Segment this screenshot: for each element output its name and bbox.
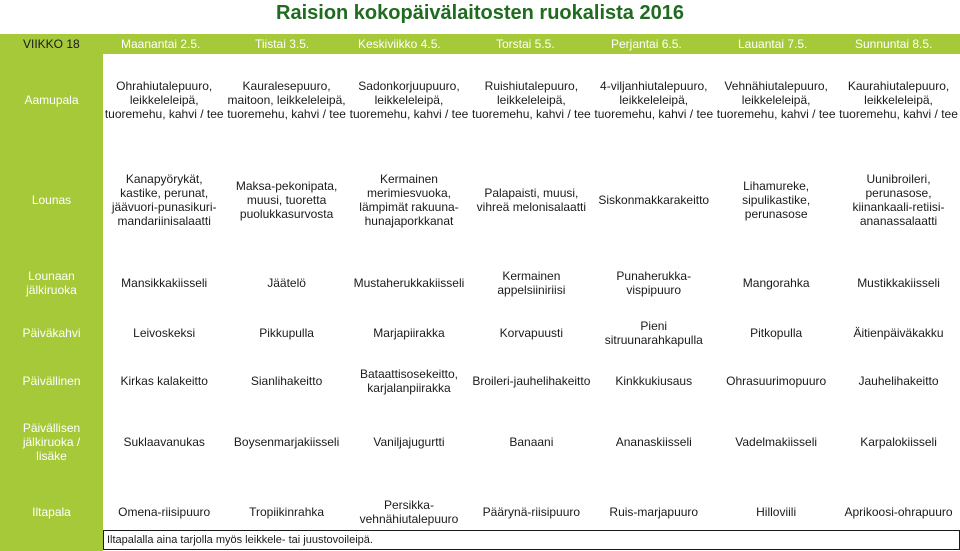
day-monday: Maanantai 2.5.	[121, 37, 201, 51]
menu-cell-dinner-day4: Broileri-jauhelihakeitto	[472, 374, 591, 388]
menu-cell-afternoon-coffee-day4: Korvapuusti	[499, 326, 564, 340]
menu-cell-evening-snack-day1: Omena-riisipuuro	[118, 505, 211, 519]
row-spacer-label	[0, 470, 103, 482]
row-label-breakfast: Aamupala	[0, 64, 103, 136]
footer-note: Iltapalalla aina tarjolla myös leikkele- tai juustovoileipä.	[103, 530, 960, 550]
menu-table	[0, 54, 960, 542]
row-label-lunch-dessert: Lounaan jälkiruoka	[0, 262, 103, 304]
menu-cell-breakfast-day6: Vehnähiutalepuuro, leikkeleleipä, tuoremehu, kahvi / tee	[716, 79, 836, 121]
menu-cell-lunch-day3: Kermainen merimiesvuoka, lämpimät rakuuna- hunajaporkkanat	[359, 172, 459, 228]
row-spacer-label	[0, 54, 103, 64]
page-title: Raision kokopäivälaitosten ruokalista 2016	[276, 2, 684, 24]
menu-cell-dinner-day2: Sianlihakeitto	[250, 374, 323, 388]
menu-cell-lunch-day6: Lihamureke, sipulikastike, perunasose	[742, 179, 811, 221]
menu-cell-lunch-dessert-day4: Kermainen appelsiiniriisi	[497, 269, 566, 297]
menu-cell-afternoon-coffee-day1: Leivoskeksi	[133, 326, 196, 340]
menu-cell-dinner-day3: Bataattisosekeitto, karjalanpiirakka	[359, 367, 458, 395]
day-tuesday: Tiistai 3.5.	[255, 37, 310, 51]
menu-cell-evening-snack-day3: Persikka- vehnähiutalepuuro	[359, 498, 459, 526]
menu-cell-afternoon-coffee-day7: Äitienpäiväkakku	[853, 326, 944, 340]
row-label-dinner: Päivällinen	[0, 360, 103, 402]
row-spacer	[0, 304, 960, 318]
menu-cell-dinner-dessert-day1: Suklaavanukas	[123, 435, 205, 449]
menu-cell-lunch-dessert-day1: Mansikkakiisseli	[121, 276, 208, 290]
menu-cell-dinner-day5: Kinkkukiusaus	[615, 374, 693, 388]
day-sunday: Sunnuntai 8.5.	[855, 37, 933, 51]
menu-cell-afternoon-coffee-day2: Pikkupulla	[259, 326, 314, 340]
week-header	[0, 34, 960, 54]
row-spacer-label	[0, 348, 103, 360]
menu-cell-lunch-dessert-day2: Jäätelö	[267, 276, 306, 290]
menu-cell-lunch-dessert-day6: Mangorahka	[742, 276, 810, 290]
menu-cell-dinner-day6: Ohrasuurimopuuro	[726, 374, 827, 388]
menu-cell-dinner-day7: Jauhelihakeitto	[858, 374, 939, 388]
menu-cell-breakfast-day1: Ohrahiutalepuuro, leikkeleleipä, tuoremehu, kahvi / tee	[104, 79, 224, 121]
menu-cell-afternoon-coffee-day3: Marjapiirakka	[373, 326, 445, 340]
row-spacer-label	[0, 136, 103, 150]
row-spacer-label	[0, 402, 103, 414]
row-spacer	[0, 470, 960, 482]
day-wednesday: Keskiviikko 4.5.	[358, 37, 441, 51]
menu-cell-lunch-day4: Palapaisti, muusi, vihreä melonisalaatti	[476, 186, 587, 214]
row-spacer	[0, 136, 960, 150]
menu-cell-lunch-dessert-day3: Mustaherukkakiisseli	[353, 276, 465, 290]
menu-cell-evening-snack-day6: Hilloviili	[756, 505, 797, 519]
footer-label-cell	[0, 530, 103, 551]
menu-cell-afternoon-coffee-day6: Pitkopulla	[750, 326, 803, 340]
menu-cell-dinner-dessert-day6: Vadelmakiisseli	[735, 435, 818, 449]
row-label-evening-snack: Iltapala	[0, 482, 103, 542]
menu-cell-breakfast-day2: Kauralesepuuro, maitoon, leikkeleleipä, tuoremehu, kahvi / tee	[227, 79, 346, 121]
menu-cell-breakfast-day3: Sadonkorjuupuuro, leikkeleleipä, tuoremehu, kahvi / tee	[349, 79, 469, 121]
menu-cell-lunch-day5: Siskonmakkarakeitto	[598, 193, 710, 207]
menu-cell-lunch-dessert-day7: Mustikkakiisseli	[857, 276, 940, 290]
row-spacer	[0, 348, 960, 360]
day-saturday: Lauantai 7.5.	[738, 37, 808, 51]
row-label-dinner-dessert: Päivällisen jälkiruoka / lisäke	[0, 414, 103, 470]
day-thursday: Torstai 5.5.	[496, 37, 555, 51]
row-label-afternoon-coffee: Päiväkahvi	[0, 318, 103, 348]
row-spacer-label	[0, 250, 103, 262]
row-label-lunch: Lounas	[0, 150, 103, 250]
menu-cell-dinner-dessert-day7: Karpalokiisseli	[860, 435, 937, 449]
menu-cell-breakfast-day4: Ruishiutalepuuro, leikkeleleipä, tuoremehu, kahvi / tee	[472, 79, 591, 121]
day-friday: Perjantai 6.5.	[611, 37, 682, 51]
menu-cell-lunch-day2: Maksa-pekonipata, muusi, tuoretta puolukkasurvosta	[235, 179, 338, 221]
menu-cell-dinner-dessert-day4: Banaani	[509, 435, 554, 449]
week-number: VIIKKO 18	[23, 37, 80, 51]
row-spacer	[0, 402, 960, 414]
menu-cell-breakfast-day5: 4-viljanhiutalepuuro, leikkeleleipä, tuoremehu, kahvi / tee	[594, 79, 714, 121]
menu-cell-evening-snack-day7: Aprikoosi-ohrapuuro	[844, 505, 953, 519]
menu-cell-dinner-dessert-day2: Boysenmarjakiisseli	[233, 435, 340, 449]
menu-cell-evening-snack-day2: Tropiikinrahka	[249, 505, 325, 519]
menu-cell-lunch-day7: Uunibroileri, perunasose, kiinankaali-retiisi- ananassalaatti	[852, 172, 945, 228]
menu-cell-evening-snack-day5: Ruis-marjapuuro	[609, 505, 699, 519]
row-spacer-label	[0, 304, 103, 318]
row-spacer	[0, 54, 960, 64]
menu-cell-lunch-day1: Kanapyörykät, kastike, perunat, jäävuori-punasikuri- mandariinisalaatti	[111, 172, 217, 228]
menu-cell-dinner-dessert-day3: Vaniljajugurtti	[373, 435, 445, 449]
menu-cell-lunch-dessert-day5: Punaherukka- vispipuuro	[616, 269, 692, 297]
menu-cell-dinner-dessert-day5: Ananaskiisseli	[615, 435, 692, 449]
menu-cell-afternoon-coffee-day5: Pieni sitruunarahkapulla	[604, 319, 703, 347]
menu-cell-breakfast-day7: Kaurahiutalepuuro, leikkeleleipä, tuoremehu, kahvi / tee	[839, 79, 958, 121]
menu-cell-dinner-day1: Kirkas kalakeitto	[120, 374, 208, 388]
row-spacer	[0, 250, 960, 262]
menu-cell-evening-snack-day4: Päärynä-riisipuuro	[482, 505, 581, 519]
